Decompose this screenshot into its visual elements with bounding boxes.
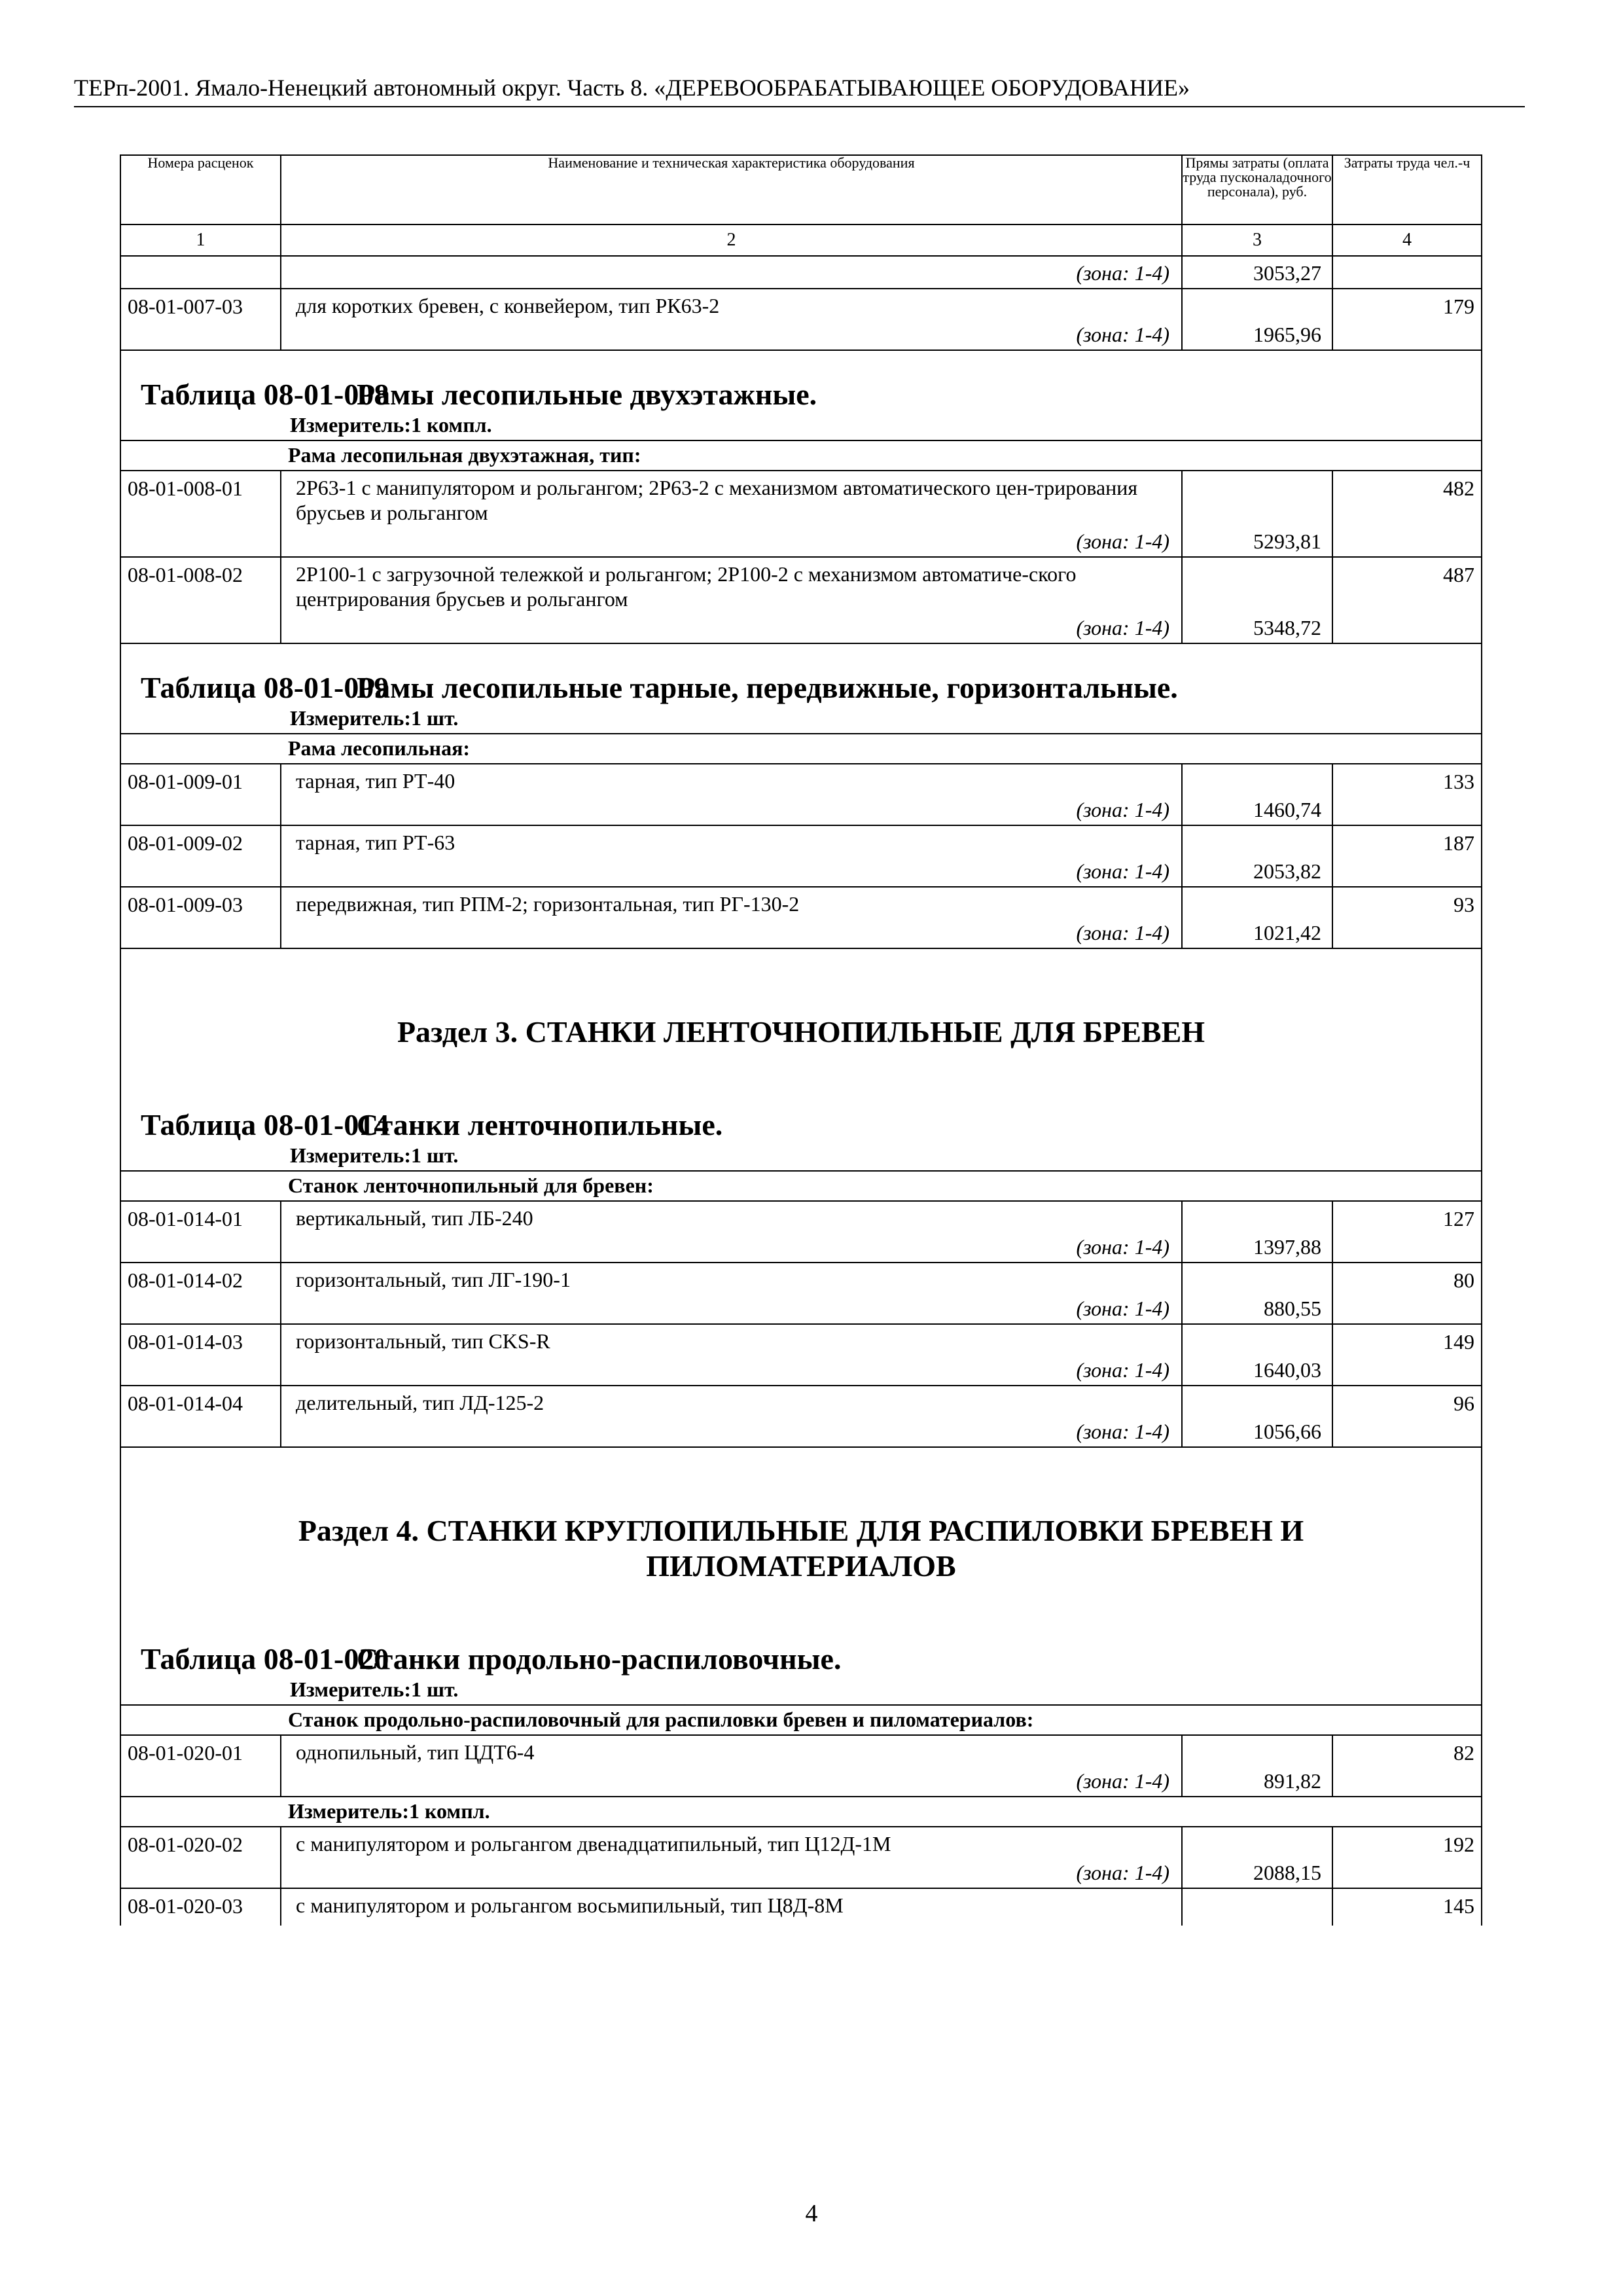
- zone-label: (зона: 1-4): [1076, 1297, 1169, 1320]
- zone-label: (зона: 1-4): [1076, 1420, 1169, 1443]
- labor-cell: 192: [1332, 1827, 1482, 1888]
- subheading-row: [120, 440, 1482, 471]
- zone-label: (зона: 1-4): [1076, 859, 1169, 883]
- rate-description: 2Р63-1 с манипулятором и рольгангом; 2Р63-2 с механизмом автоматического цен-трирования брусьев и рольгангом: [296, 476, 1138, 524]
- price-cell: 2053,82: [1182, 825, 1332, 887]
- price-cell: 3053,27: [1182, 256, 1332, 289]
- rate-code: 08-01-007-03: [120, 289, 281, 350]
- rate-description: 2Р100-1 с загрузочной тележкой и рольгангом; 2Р100-2 с механизмом автоматиче-ского центрирования брусьев и рольгангом: [296, 562, 1077, 611]
- table-row: [120, 1735, 1482, 1797]
- price-cell: 1460,74: [1182, 764, 1332, 825]
- price-cell: 2088,15: [1182, 1827, 1332, 1888]
- section-row: [120, 948, 1482, 1171]
- col-header-description: Наименование и техническая характеристика оборудования: [281, 155, 1182, 224]
- labor-cell: 133: [1332, 764, 1482, 825]
- rate-code: 08-01-009-03: [120, 887, 281, 948]
- zone-label: (зона: 1-4): [1076, 323, 1169, 346]
- measure-unit: Измеритель:1 шт.: [290, 1143, 459, 1167]
- labor-cell: 96: [1332, 1386, 1482, 1447]
- measure-unit: Измеритель:1 шт.: [290, 1677, 459, 1701]
- page-number: 4: [805, 2200, 818, 2227]
- subheading: Рама лесопильная:: [120, 734, 1482, 764]
- subheading-row: [120, 1705, 1482, 1735]
- subheading-row: [120, 1171, 1482, 1201]
- rate-description: с манипулятором и рольгангом двенадцатипильный, тип Ц12Д-1М: [296, 1832, 891, 1856]
- rate-code: 08-01-014-01: [120, 1201, 281, 1263]
- zone-label: (зона: 1-4): [1076, 1861, 1169, 1884]
- col-header-labor: Затраты труда чел.-ч: [1332, 155, 1482, 224]
- price-cell: 5293,81: [1182, 471, 1332, 557]
- rate-code: 08-01-014-03: [120, 1324, 281, 1386]
- measure-unit: Измеритель:1 шт.: [290, 706, 459, 730]
- rate-description: для коротких бревен, с конвейером, тип РК63-2: [296, 294, 720, 317]
- labor-cell: 149: [1332, 1324, 1482, 1386]
- rate-code: 08-01-009-02: [120, 825, 281, 887]
- section-heading: Раздел 3. СТАНКИ ЛЕНТОЧНОПИЛЬНЫЕ ДЛЯ БРЕВЕН: [397, 1015, 1205, 1049]
- table-row: [120, 471, 1482, 557]
- column-number-row: [120, 224, 1482, 256]
- table-row: [120, 1263, 1482, 1324]
- rates-table: [120, 154, 1482, 1926]
- section-heading: Раздел 4. СТАНКИ КРУГЛОПИЛЬНЫЕ ДЛЯ РАСПИЛОВКИ БРЕВЕН И ПИЛОМАТЕРИАЛОВ: [298, 1514, 1304, 1583]
- table-title: Таблица 08-01-020Станки продольно-распиловочные.: [141, 1642, 842, 1676]
- rate-description: вертикальный, тип ЛБ-240: [296, 1206, 533, 1230]
- table-row: [120, 1201, 1482, 1263]
- table-row: [120, 1888, 1482, 1926]
- rate-description: однопильный, тип ЦДТ6-4: [296, 1740, 535, 1764]
- labor-cell: 145: [1332, 1888, 1482, 1926]
- rate-code: 08-01-014-04: [120, 1386, 281, 1447]
- rate-code: 08-01-008-02: [120, 557, 281, 643]
- table-row: [120, 557, 1482, 643]
- table-row: [120, 764, 1482, 825]
- zone-label: (зона: 1-4): [1076, 529, 1169, 553]
- zone-label: (зона: 1-4): [1076, 1358, 1169, 1382]
- col-number-4: 4: [1332, 224, 1482, 256]
- subheading: Станок продольно-распиловочный для распиловки бревен и пиломатериалов:: [120, 1705, 1482, 1735]
- rate-code: 08-01-020-03: [120, 1888, 281, 1926]
- rate-code: 08-01-020-01: [120, 1735, 281, 1797]
- table-row: [120, 1324, 1482, 1386]
- labor-cell: 179: [1332, 289, 1482, 350]
- rate-code: 08-01-009-01: [120, 764, 281, 825]
- rate-description: делительный, тип ЛД-125-2: [296, 1391, 544, 1414]
- labor-cell: 187: [1332, 825, 1482, 887]
- zone-label: (зона: 1-4): [1076, 261, 1169, 285]
- subheading: Рама лесопильная двухэтажная, тип:: [120, 440, 1482, 471]
- price-cell: 1965,96: [1182, 289, 1332, 350]
- price-cell: 1021,42: [1182, 887, 1332, 948]
- rate-description: тарная, тип РТ-63: [296, 831, 455, 854]
- price-cell: 1056,66: [1182, 1386, 1332, 1447]
- table-title: Таблица 08-01-014Станки ленточнопильные.: [141, 1108, 723, 1141]
- col-number-1: 1: [120, 224, 281, 256]
- rate-code: 08-01-008-01: [120, 471, 281, 557]
- running-header: ТЕРп-2001. Ямало-Ненецкий автономный округ. Часть 8. «ДЕРЕВООБРАБАТЫВАЮЩЕЕ ОБОРУДОВАНИЕ»: [74, 73, 1525, 107]
- column-header-row: [120, 155, 1482, 224]
- labor-cell: 82: [1332, 1735, 1482, 1797]
- table-row: [120, 887, 1482, 948]
- col-header-direct-costs: Прямы затраты (оплата труда пусконаладочного персонала), руб.: [1182, 155, 1332, 224]
- zone-label: (зона: 1-4): [1076, 1235, 1169, 1259]
- price-cell: 891,82: [1182, 1735, 1332, 1797]
- labor-cell: 482: [1332, 471, 1482, 557]
- table-row: [120, 1386, 1482, 1447]
- table-row: [120, 1827, 1482, 1888]
- rate-description: горизонтальный, тип CKS-R: [296, 1329, 550, 1353]
- zone-label: (зона: 1-4): [1076, 921, 1169, 944]
- table-title-row: [120, 643, 1482, 734]
- price-cell: 1397,88: [1182, 1201, 1332, 1263]
- measure-unit: Измеритель:1 компл.: [290, 413, 492, 437]
- zone-label: (зона: 1-4): [1076, 616, 1169, 639]
- measure-unit: Измеритель:1 компл.: [120, 1797, 1482, 1827]
- table-row: [120, 289, 1482, 350]
- labor-cell: 487: [1332, 557, 1482, 643]
- price-cell: 880,55: [1182, 1263, 1332, 1324]
- section-row: [120, 1447, 1482, 1705]
- zone-label: (зона: 1-4): [1076, 1769, 1169, 1793]
- rate-description: тарная, тип РТ-40: [296, 769, 455, 793]
- labor-cell: 127: [1332, 1201, 1482, 1263]
- table-row: [120, 256, 1482, 289]
- rate-description: с манипулятором и рольгангом восьмипильный, тип Ц8Д-8М: [296, 1893, 844, 1917]
- table-row: [120, 825, 1482, 887]
- labor-cell: 80: [1332, 1263, 1482, 1324]
- col-number-3: 3: [1182, 224, 1332, 256]
- price-cell: 5348,72: [1182, 557, 1332, 643]
- rate-code: 08-01-014-02: [120, 1263, 281, 1324]
- col-number-2: 2: [281, 224, 1182, 256]
- table-title-row: [120, 350, 1482, 440]
- subheading-row: [120, 1797, 1482, 1827]
- zone-label: (зона: 1-4): [1076, 798, 1169, 821]
- rate-code: 08-01-020-02: [120, 1827, 281, 1888]
- table-title: Таблица 08-01-008Рамы лесопильные двухэтажные.: [141, 378, 817, 411]
- price-cell: 1640,03: [1182, 1324, 1332, 1386]
- rate-description: горизонтальный, тип ЛГ-190-1: [296, 1268, 571, 1291]
- col-header-codes: Номера расценок: [120, 155, 281, 224]
- subheading: Станок ленточнопильный для бревен:: [120, 1171, 1482, 1201]
- rate-description: передвижная, тип РПМ-2; горизонтальная, тип РГ-130-2: [296, 892, 800, 916]
- table-title: Таблица 08-01-009Рамы лесопильные тарные, передвижные, горизонтальные.: [141, 671, 1178, 704]
- subheading-row: [120, 734, 1482, 764]
- labor-cell: 93: [1332, 887, 1482, 948]
